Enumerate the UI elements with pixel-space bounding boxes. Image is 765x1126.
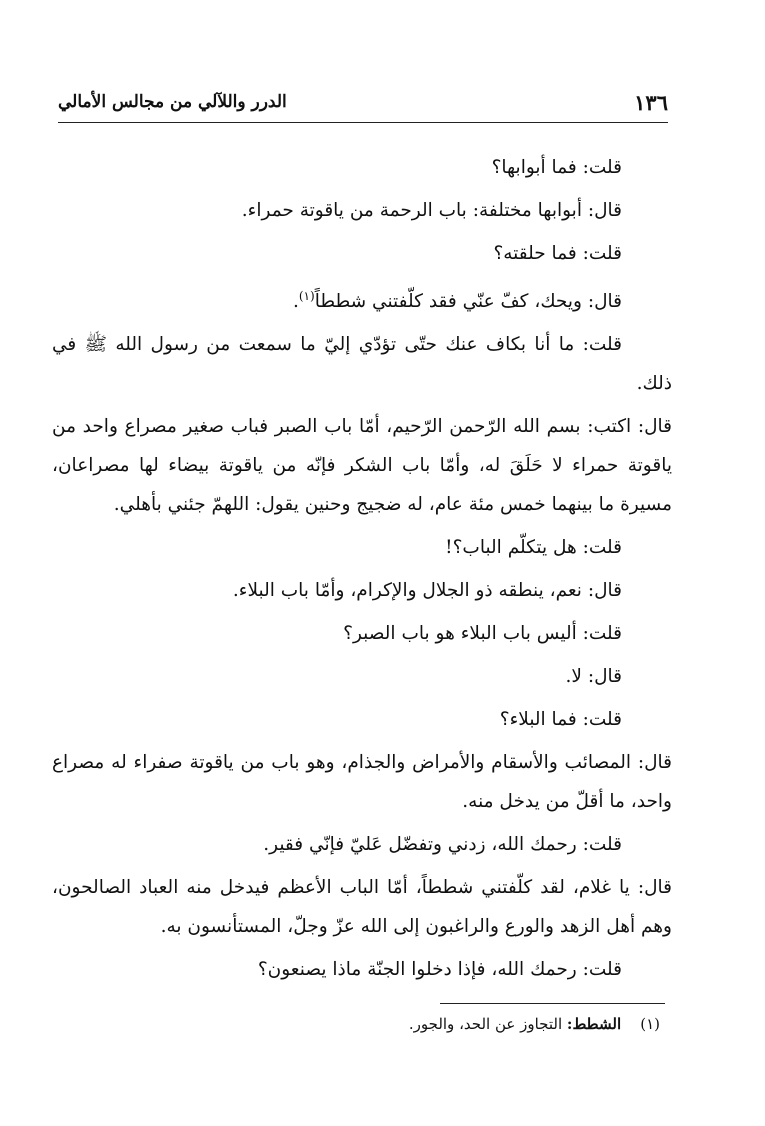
paragraph-text: أبوابها مختلفة: باب الرحمة من ياقوتة حمراء.	[241, 200, 588, 221]
speaker-label: قلت:	[582, 709, 622, 731]
page-number: ١٣٦	[634, 90, 668, 115]
paragraph	[52, 191, 672, 230]
paragraph-text: رحمك الله، زدني وتفضّل عَليّ فإنّي فقير.	[263, 834, 583, 856]
speaker-label: قلت:	[582, 157, 622, 178]
speaker-label: قال:	[637, 877, 672, 899]
footnote-marker: (١)	[298, 289, 315, 303]
paragraph	[52, 571, 672, 610]
paragraph	[52, 407, 672, 524]
speaker-label: قال:	[587, 291, 622, 313]
paragraph-text: اكتب: بسم الله الرّحمن الرّحيم، أمّا باب الصبر فباب صغير مصراع واحد من ياقوتة حمراء لا حَلَقَ له، وأمّا باب الشكر فإنّه من ياقوتة بيضاء لها مصراعان، مسيرة ما بينهما خمس مئة عام، له ضجيج وحنين يقول: اللهمّ جئني بأهلي.	[52, 416, 672, 516]
paragraph	[52, 950, 672, 989]
paragraph-text: فما أبوابها؟	[491, 157, 583, 178]
speaker-label: قلت:	[582, 623, 622, 645]
paragraph-text: ما أنا بكاف عنك حتّى تؤدّي إليّ ما سمعت من رسول الله ﷺ في ذلك.	[52, 334, 672, 395]
footnote-divider	[440, 1003, 665, 1004]
paragraph-text: المصائب والأسقام والأمراض والجذام، وهو باب من ياقوتة صفراء له مصراع واحد، ما أقلّ من يدخل منه.	[52, 752, 672, 813]
paragraph-text: يا غلام، لقد كلّفتني شططاً، أمّا الباب الأعظم فيدخل منه العباد الصالحون، وهم أهل الزهد والورع والراغبون إلى الله عزّ وجلّ، المستأنسون به.	[52, 877, 672, 938]
paragraph	[52, 825, 672, 864]
running-header	[58, 88, 668, 123]
speaker-label: قال:	[637, 416, 672, 438]
speaker-label: قال:	[587, 580, 622, 602]
paragraph-text: نعم، ينطقه ذو الجلال والإكرام، وأمّا باب البلاء.	[232, 580, 588, 602]
paragraph	[52, 614, 672, 653]
speaker-label: قال:	[587, 200, 622, 221]
paragraph-text: هل يتكلّم الباب؟!	[445, 537, 583, 559]
footnote-text: التجاوز عن الحد، والجور.	[408, 1015, 563, 1033]
footnote-number: (١)	[640, 1015, 660, 1033]
paragraph-text: فما حلقته؟	[493, 243, 583, 264]
main-text	[52, 148, 672, 993]
paragraph	[52, 277, 672, 321]
paragraph	[52, 148, 672, 187]
book-title: الدرر واللآلي من مجالس الأمالي	[58, 92, 287, 112]
paragraph	[52, 528, 672, 567]
speaker-label: قلت:	[582, 834, 622, 856]
speaker-label: قلت:	[582, 334, 622, 356]
paragraph	[52, 868, 672, 946]
paragraph	[52, 657, 672, 696]
speaker-label: قال:	[587, 666, 622, 688]
speaker-label: قال:	[637, 752, 672, 774]
paragraph	[52, 700, 672, 739]
paragraph	[52, 234, 672, 273]
footnote-term: الشطط:	[566, 1015, 622, 1033]
paragraph	[52, 743, 672, 821]
paragraph-text: رحمك الله، فإذا دخلوا الجنّة ماذا يصنعون؟	[257, 959, 583, 981]
speaker-label: قلت:	[582, 959, 622, 981]
paragraph-text: لا.	[565, 666, 588, 688]
paragraph	[52, 325, 672, 403]
paragraph-tail: .	[292, 291, 299, 313]
paragraph-text: فما البلاء؟	[499, 709, 583, 731]
speaker-label: قلت:	[582, 243, 622, 264]
footnote	[409, 1015, 660, 1033]
paragraph-text: أليس باب البلاء هو باب الصبر؟	[343, 623, 583, 645]
speaker-label: قلت:	[582, 537, 622, 559]
paragraph-text: ويحك، كفّ عنّي فقد كلّفتني شططاً	[314, 291, 588, 313]
